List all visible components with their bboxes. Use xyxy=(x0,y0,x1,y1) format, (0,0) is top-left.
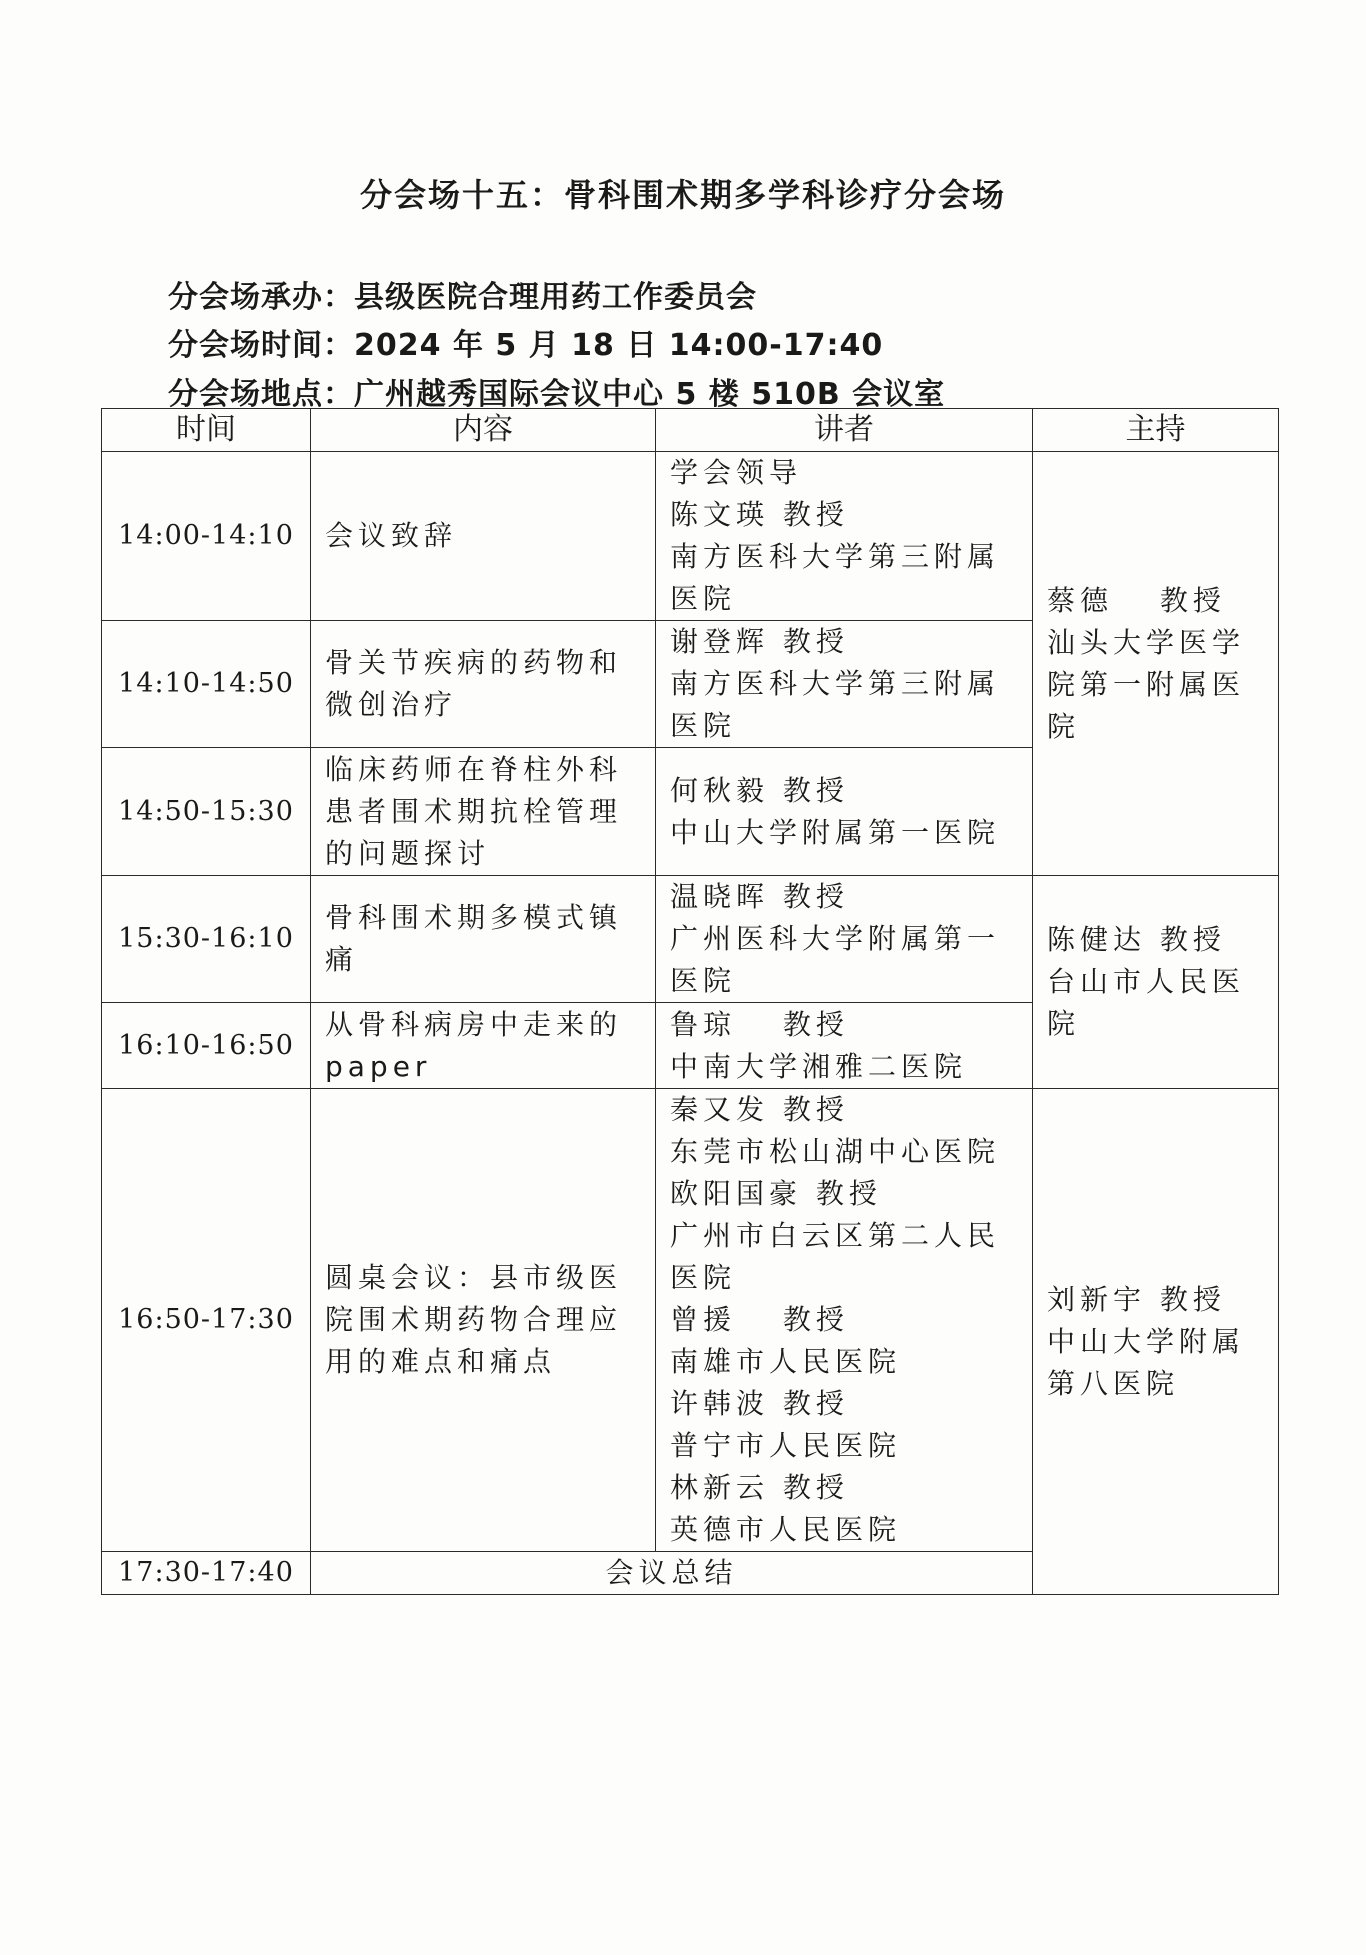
organizer-line: 分会场承办：县级医院合理用药工作委员会 xyxy=(168,280,757,315)
row-time: 14:00-14:10 xyxy=(102,452,311,621)
table-row xyxy=(102,876,1279,1003)
row-time: 14:10-14:50 xyxy=(102,621,311,748)
page-title: 分会场十五：骨科围术期多学科诊疗分会场 xyxy=(359,176,1006,214)
host-line: 汕头大学医学 xyxy=(1047,625,1246,659)
table-header-row xyxy=(102,409,1279,452)
content-line: 院围术期药物合理应 xyxy=(325,1303,623,1336)
content-line: paper xyxy=(325,1049,432,1083)
row-content xyxy=(311,452,656,621)
row-speaker xyxy=(656,621,1033,748)
speaker-line: 秦又发 教授 xyxy=(670,1093,849,1126)
row-content xyxy=(311,876,656,1003)
speaker-line: 温晓晖 教授 xyxy=(670,880,849,913)
speaker-line: 医院 xyxy=(670,709,737,742)
host-cell-3 xyxy=(1033,1089,1279,1595)
content-line: 临床药师在脊柱外科 xyxy=(325,752,623,786)
header-content: 内容 xyxy=(311,409,656,452)
speaker-line: 南方医科大学第三附属 xyxy=(670,540,1001,573)
speaker-line: 欧阳国豪 教授 xyxy=(670,1177,882,1210)
speaker-line: 何秋毅 教授 xyxy=(670,773,849,807)
row-content xyxy=(311,1003,656,1089)
header-time: 时间 xyxy=(102,409,311,452)
schedule-table xyxy=(101,408,1279,1595)
row-time: 17:30-17:40 xyxy=(102,1552,311,1595)
content-line: 圆桌会议：县市级医 xyxy=(325,1261,623,1294)
host-line: 陈健达 教授 xyxy=(1047,923,1226,956)
content-line: 用的难点和痛点 xyxy=(325,1345,557,1378)
content-line: 骨科围术期多模式镇 xyxy=(325,901,623,934)
speaker-line: 广州医科大学附属第一 xyxy=(670,922,1001,955)
row-speaker xyxy=(656,452,1033,621)
host-line: 中山大学附属 xyxy=(1047,1324,1246,1358)
host-line: 院 xyxy=(1047,709,1081,743)
row-speaker xyxy=(656,1003,1033,1089)
content-line: 患者围术期抗栓管理 xyxy=(325,794,623,828)
row-time: 16:10-16:50 xyxy=(102,1003,311,1089)
content-line: 微创治疗 xyxy=(325,688,458,721)
speaker-line: 医院 xyxy=(670,1261,737,1294)
speaker-line: 医院 xyxy=(670,582,737,615)
host-line: 台山市人民医 xyxy=(1047,965,1246,998)
host-line: 第八医院 xyxy=(1047,1366,1180,1400)
speaker-line: 南方医科大学第三附属 xyxy=(670,667,1001,700)
venue-line: 分会场地点：广州越秀国际会议中心 5 楼 510B 会议室 xyxy=(168,377,946,412)
content-line: 的问题探讨 xyxy=(325,836,491,870)
table-row xyxy=(102,1089,1279,1552)
speaker-line: 中山大学附属第一医院 xyxy=(670,815,1001,849)
content-line: 痛 xyxy=(325,943,359,976)
speaker-line: 普宁市人民医院 xyxy=(670,1429,902,1462)
host-line: 蔡德 教授 xyxy=(1047,583,1226,617)
row-speaker xyxy=(656,1089,1033,1552)
content-line: 会议致辞 xyxy=(325,519,458,552)
row-time: 16:50-17:30 xyxy=(102,1089,311,1552)
table-row xyxy=(102,452,1279,621)
header-host: 主持 xyxy=(1033,409,1279,452)
time-line: 分会场时间：2024 年 5 月 18 日 14:00-17:40 xyxy=(168,328,884,363)
content-line: 从骨科病房中走来的 xyxy=(325,1007,623,1041)
speaker-line: 林新云 教授 xyxy=(670,1471,849,1504)
row-content xyxy=(311,748,656,876)
row-speaker xyxy=(656,876,1033,1003)
speaker-line: 鲁琼 教授 xyxy=(670,1007,849,1041)
header-speaker: 讲者 xyxy=(656,409,1033,452)
speaker-line: 学会领导 xyxy=(670,456,803,489)
content-line: 骨关节疾病的药物和 xyxy=(325,646,623,679)
speaker-line: 英德市人民医院 xyxy=(670,1513,902,1546)
row-speaker xyxy=(656,748,1033,876)
row-content xyxy=(311,1089,656,1552)
speaker-line: 曾援 教授 xyxy=(670,1303,849,1336)
host-cell-1 xyxy=(1033,452,1279,876)
speaker-line: 陈文瑛 教授 xyxy=(670,498,849,531)
speaker-line: 南雄市人民医院 xyxy=(670,1345,902,1378)
row-time: 14:50-15:30 xyxy=(102,748,311,876)
row-time: 15:30-16:10 xyxy=(102,876,311,1003)
speaker-line: 谢登辉 教授 xyxy=(670,625,849,658)
host-cell-2 xyxy=(1033,876,1279,1089)
row-content xyxy=(311,621,656,748)
host-line: 院第一附属医 xyxy=(1047,667,1246,701)
speaker-line: 中南大学湘雅二医院 xyxy=(670,1049,968,1083)
host-line: 院 xyxy=(1047,1007,1081,1040)
speaker-line: 广州市白云区第二人民 xyxy=(670,1219,1001,1252)
summary-content: 会议总结 xyxy=(311,1552,1033,1595)
host-line: 刘新宇 教授 xyxy=(1047,1282,1226,1316)
speaker-line: 东莞市松山湖中心医院 xyxy=(670,1135,1001,1168)
speaker-line: 许韩波 教授 xyxy=(670,1387,849,1420)
speaker-line: 医院 xyxy=(670,964,737,997)
